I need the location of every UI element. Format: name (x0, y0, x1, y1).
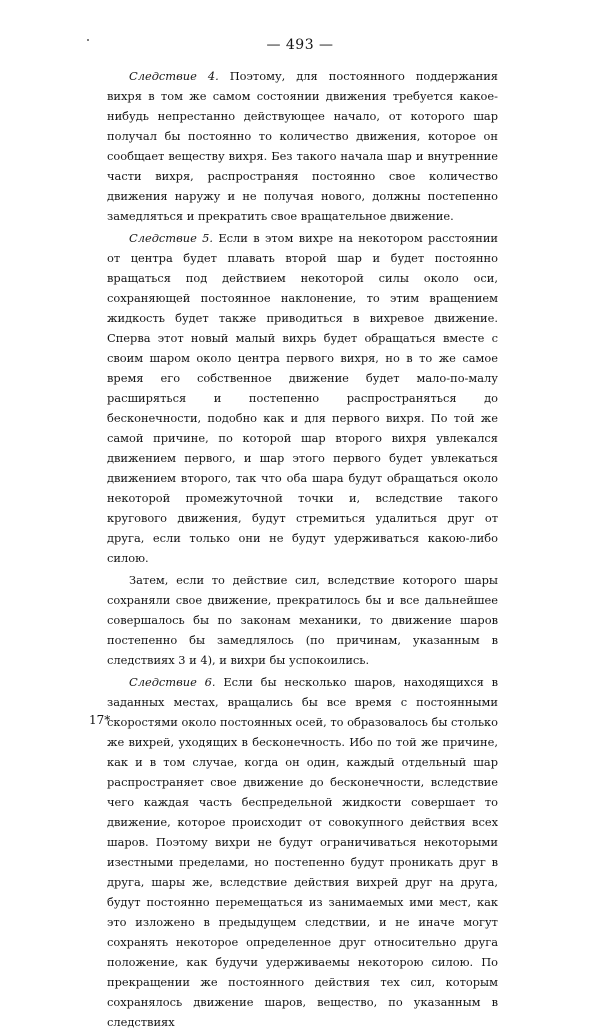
paragraph-text: Если бы несколько шаров, находящихся в заданных местах, вращались бы все время с постоянными скоростями около постоянных осей, то образовалось бы столько же вихрей, уходящих в бесконечность. Ибо по той же причине, как и в том случае, когда он один, каждый отдельный шар распространяет свое движение до бесконечности, вследствие чего каждая часть беспредельной жидкости совершает то движение, которое происходит от совокупного действия всех шаров. Поэтому вихри не будут ограничиваться некоторыми изестными пределами, но постепенно будут проникать друг в друга, шары же, вследствие действия вихрей друг на друга, будут постоянно перемещаться из занимаемых ими мест, как это изложено в предыдущем следствии, и не иначе могут сохранять некоторое определенное друг относительно друга положение, как будучи удерживаемы некоторою силою. По прекращении же постоянного действия тех сил, которым сохранялось движение шаров, вещество, по указанным в следствиях (107, 675, 498, 1029)
paragraph-text: Затем, если то действие сил, вследствие которого шары сохраняли свое движение, прекратилось бы и все дальнейшее совершалось бы по законам механики, то движение шаров постепенно бы замедлялось (по причинам, указанным в следствиях 3 и 4), и вихри бы успокоились. (107, 573, 498, 667)
paragraph-continuation (107, 570, 498, 670)
corollary-heading: Следствие 6. (129, 675, 216, 689)
paragraph-corollary-6 (107, 672, 498, 1032)
signature-mark: 17* (89, 713, 111, 727)
paragraph-corollary-5 (107, 228, 498, 568)
page-number: — 493 — (266, 37, 334, 53)
corollary-heading: Следствие 4. (129, 69, 219, 83)
paragraph-text: Поэтому, для постоянного поддержания вихря в том же самом состоянии движения требуется какое-нибудь непрестанно действующее начало, от которого шар получал бы постоянно то количество движения, которое он сообщает веществу вихря. Без такого начала шар и внутренние части вихря, распространяя постоянно свое количество движения наружу и не получая нового, должны постепенно замедляться и прекратить свое вращательное движение. (107, 69, 498, 223)
paragraph-text: Если в этом вихре на некотором расстоянии от центра будет плавать второй шар и будет постоянно вращаться под действием некоторой силы около оси, сохраняющей постоянное наклонение, то этим вращением жидкость будет также приводиться в вихревое движение. Сперва этот новый малый вихрь будет обращаться вместе с своим шаром около центра первого вихря, но в то же самое время его собственное движение будет мало-по-малу расширяться и постепенно распространяться до бесконечности, подобно как и для первого вихря. По той же самой причине, по которой шар второго вихря увлекался движением первого, и шар этого первого будет увлекаться движением второго, так что оба шара будут обращаться около некоторой промежуточной точки и, вследствие такого кругового движения, будут стремиться удалиться друг от друга, если только они не будут удерживаться какою-либо силою. (107, 231, 498, 565)
page-body (107, 66, 498, 1034)
paragraph-corollary-4 (107, 66, 498, 226)
corollary-heading: Следствие 5. (129, 231, 214, 245)
